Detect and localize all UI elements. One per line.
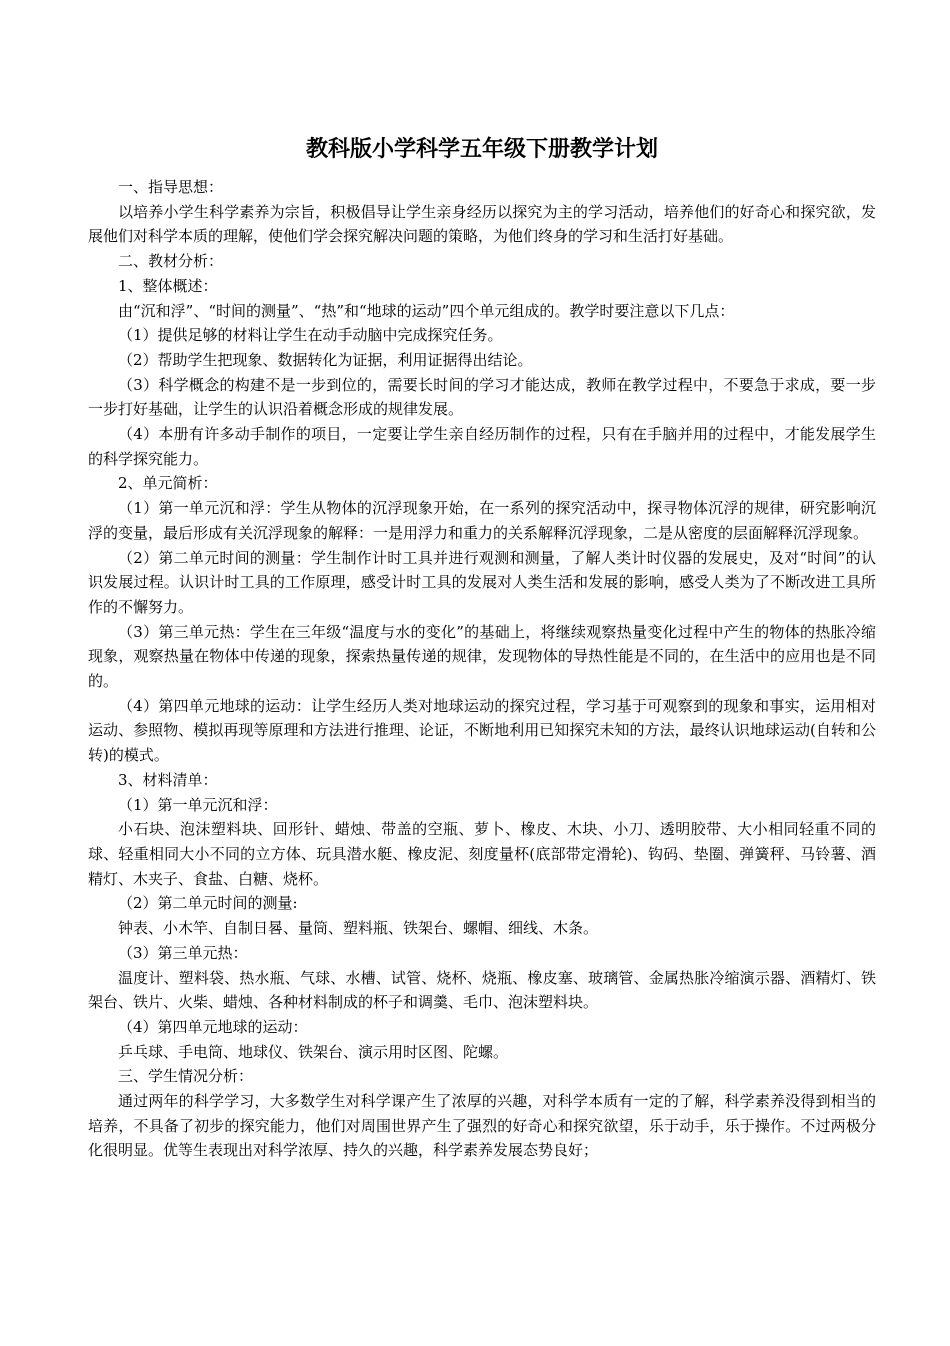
materials-unit-3-list: 温度计、塑料袋、热水瓶、气球、水槽、试管、烧杯、烧瓶、橡皮塞、玻璃管、金属热胀冷缩演示器、酒精灯、铁架台、铁片、火柴、蜡烛、各种材料制成的杯子和调羹、毛巾、泡沫塑料块。: [88, 968, 876, 1012]
materials-unit-1-list: 小石块、泡沫塑料块、回形针、蜡烛、带盖的空瓶、萝卜、橡皮、木块、小刀、透明胶带、大小相同轻重不同的球、轻重相同大小不同的立方体、玩具潜水艇、橡皮泥、刻度量杯(底部带定滑轮)、钩码、垫圈、弹簧秤、马铃薯、酒精灯、木夹子、食盐、白糖、烧杯。: [88, 820, 876, 888]
subheading-materials: 3、材料清单：: [118, 770, 218, 789]
unit-analysis-2: （2）第二单元时间的测量：学生制作计时工具并进行观测和测量，了解人类计时仪器的发展史，及对“时间”的认识发展过程。认识计时工具的工作原理，感受计时工具的发展对人类生活和发展的影响，感受人类为了不断改进工具所作的不懈努力。: [88, 548, 876, 616]
materials-unit-4-list: 乒乓球、手电筒、地球仪、铁架台、演示用时区图、陀螺。: [118, 1042, 509, 1061]
unit-analysis-1: （1）第一单元沉和浮：学生从物体的沉浮现象开始，在一系列的探究活动中，探寻物体沉浮的规律，研究影响沉浮的变量，最后形成有关沉浮现象的解释：一是用浮力和重力的关系解释沉浮现象，二是从密度的层面解释沉浮现象。: [88, 499, 876, 542]
paragraph-overview: 由“沉和浮”、“时间的测量”、“热”和“地球的运动”四个单元组成的。教学时要注意以下几点：: [118, 301, 735, 320]
unit-analysis-4: （4）第四单元地球的运动：让学生经历人类对地球运动的探究过程，学习基于可观察到的现象和事实，运用相对运动、参照物、模拟再现等原理和方法进行推理、论证，不断地利用已知探究未知的方法，最终认识地球运动(自转和公转)的模式。: [88, 696, 876, 765]
section-heading-textbook-analysis: 二、教材分析：: [118, 252, 224, 271]
materials-unit-2-heading: （2）第二单元时间的测量:: [118, 894, 298, 913]
list-item-point-3: （3）科学概念的构建不是一步到位的，需要长时间的学习才能达成，教师在教学过程中，不要急于求成，要一步一步打好基础，让学生的认识沿着概念形成的规律发展。: [88, 375, 876, 419]
materials-unit-1-heading: （1）第一单元沉和浮：: [118, 795, 278, 814]
section-heading-guiding-ideology: 一、指导思想：: [118, 178, 224, 196]
list-item-point-2: （2）帮助学生把现象、数据转化为证据，利用证据得出结论。: [118, 350, 533, 369]
list-item-point-4: （4）本册有许多动手制作的项目，一定要让学生亲自经历制作的过程，只有在手脑并用的过程中，才能发展学生的科学探究能力。: [88, 425, 876, 468]
unit-analysis-3: （3）第三单元热：学生在三年级“温度与水的变化”的基础上，将继续观察热量变化过程中产生的物体的热胀冷缩现象，观察热量在物体中传递的现象，探索热量传递的规律，发现物体的导热性能是不同的，在生活中的应用也是不同的。: [88, 622, 876, 691]
document-body: [88, 175, 876, 1163]
materials-unit-4-heading: （4）第四单元地球的运动：: [118, 1017, 308, 1036]
paragraph-guiding-ideology: 以培养小学生科学素养为宗旨，积极倡导让学生亲身经历以探究为主的学习活动，培养他们的好奇心和探究欲，发展他们对科学本质的理解，使他们学会探究解决问题的策略，为他们终身的学习和生活打好基础。: [88, 202, 876, 246]
subheading-unit-analysis: 2、单元简析：: [118, 474, 218, 493]
materials-unit-2-list: 钟表、小木竿、自制日晷、量筒、塑料瓶、铁架台、螺帽、细线、木条。: [118, 919, 599, 938]
list-item-point-1: （1）提供足够的材料让学生在动手动脑中完成探究任务。: [118, 326, 503, 345]
paragraph-student-analysis: 通过两年的科学学习，大多数学生对科学课产生了浓厚的兴趣，对科学本质有一定的了解，科学素养没得到相当的培养，不具备了初步的探究能力，他们对周围世界产生了强烈的好奇心和探究欲望，乐于动手，乐于操作。不过两极分化很明显。优等生表现出对科学浓厚、持久的兴趣，科学素养发展态势良好；: [88, 1092, 876, 1160]
materials-unit-3-heading: （3）第三单元热：: [118, 943, 248, 962]
document-title: 教科版小学科学五年级下册教学计划: [305, 137, 658, 162]
section-heading-student-analysis: 三、学生情况分析：: [118, 1067, 254, 1086]
subheading-overview: 1、整体概述：: [118, 276, 218, 295]
